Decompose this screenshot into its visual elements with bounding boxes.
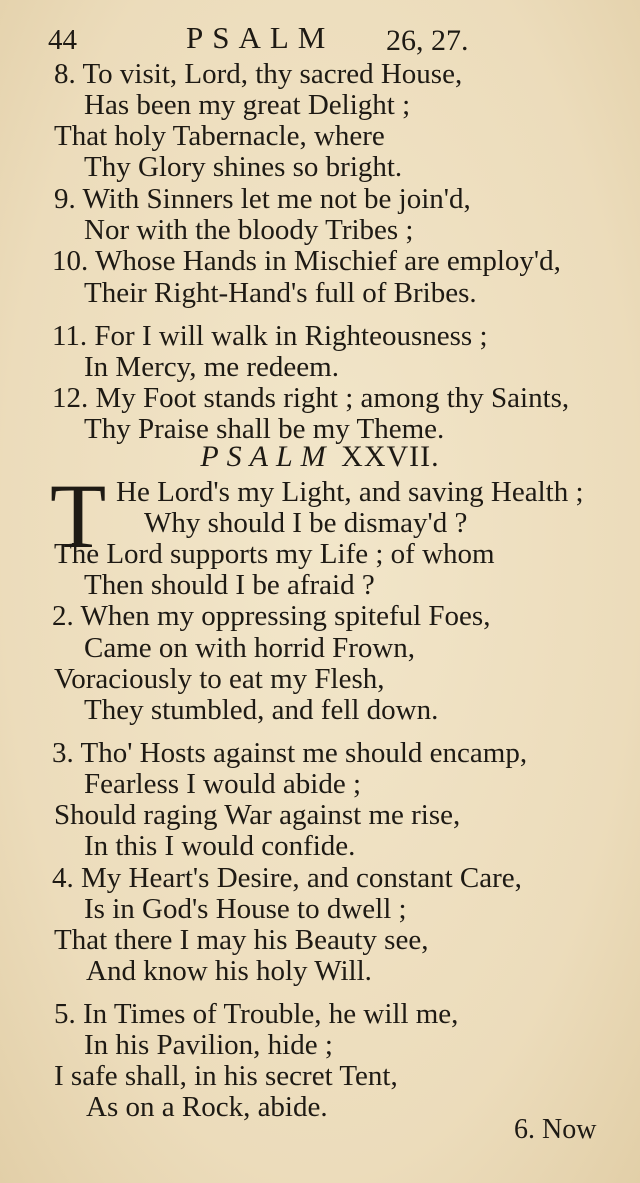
verse-line: He Lord's my Light, and saving Health ; (116, 476, 584, 508)
verse-line: Fearless I would abide ; (84, 768, 362, 800)
verse-line: As on a Rock, abide. (86, 1091, 328, 1123)
psalm-title-numeral: XXVII. (341, 440, 440, 473)
verse-line: In his Pavilion, hide ; (84, 1029, 333, 1061)
verse-line: 3. Tho' Hosts against me should encamp, (52, 737, 528, 769)
verse-line: In this I would confide. (84, 830, 356, 862)
verse-line: Is in God's House to dwell ; (84, 893, 407, 925)
verse-line: Their Right-Hand's full of Bribes. (84, 277, 477, 309)
verse-line: Thy Praise shall be my Theme. (84, 413, 445, 445)
psalm-title-word: PSALM (200, 440, 334, 473)
drop-cap: T (50, 465, 107, 567)
psalm-numbers: 26, 27. (386, 24, 469, 57)
verse-line: I safe shall, in his secret Tent, (54, 1060, 398, 1092)
verse-line: 12. My Foot stands right ; among thy Saints, (52, 382, 570, 414)
verse-line: Should raging War against me rise, (54, 799, 461, 831)
page-header (0, 18, 640, 58)
verse-line: Nor with the bloody Tribes ; (84, 214, 414, 246)
verse-line: In Mercy, me redeem. (84, 351, 339, 383)
verse-line: 5. In Times of Trouble, he will me, (54, 998, 459, 1030)
verse-line: And know his holy Will. (86, 955, 372, 987)
verse-line: The Lord supports my Life ; of whom (54, 538, 495, 570)
verse-line: 8. To visit, Lord, thy sacred House, (54, 58, 463, 90)
verse-line: Thy Glory shines so bright. (84, 151, 403, 183)
verse-line: Then should I be afraid ? (84, 569, 375, 601)
catchword: 6. Now (514, 1114, 597, 1145)
verse-line: 2. When my oppressing spiteful Foes, (52, 600, 491, 632)
verse-line: That holy Tabernacle, where (54, 120, 385, 152)
verse-line: 10. Whose Hands in Mischief are employ'd, (52, 245, 561, 277)
verse-line: Why should I be dismay'd ? (144, 507, 468, 539)
verse-line: 9. With Sinners let me not be join'd, (54, 183, 471, 215)
verse-line: 4. My Heart's Desire, and constant Care, (52, 862, 522, 894)
verse-line: That there I may his Beauty see, (54, 924, 429, 956)
verse-line: 11. For I will walk in Righteousness ; (52, 320, 488, 352)
verse-line: They stumbled, and fell down. (84, 694, 439, 726)
verse-line: Has been my great Delight ; (84, 89, 411, 121)
verse-line: Came on with horrid Frown, (84, 632, 416, 664)
page-number: 44 (48, 24, 77, 56)
running-title: PSALM (186, 20, 335, 55)
verse-line: Voraciously to eat my Flesh, (54, 663, 385, 695)
